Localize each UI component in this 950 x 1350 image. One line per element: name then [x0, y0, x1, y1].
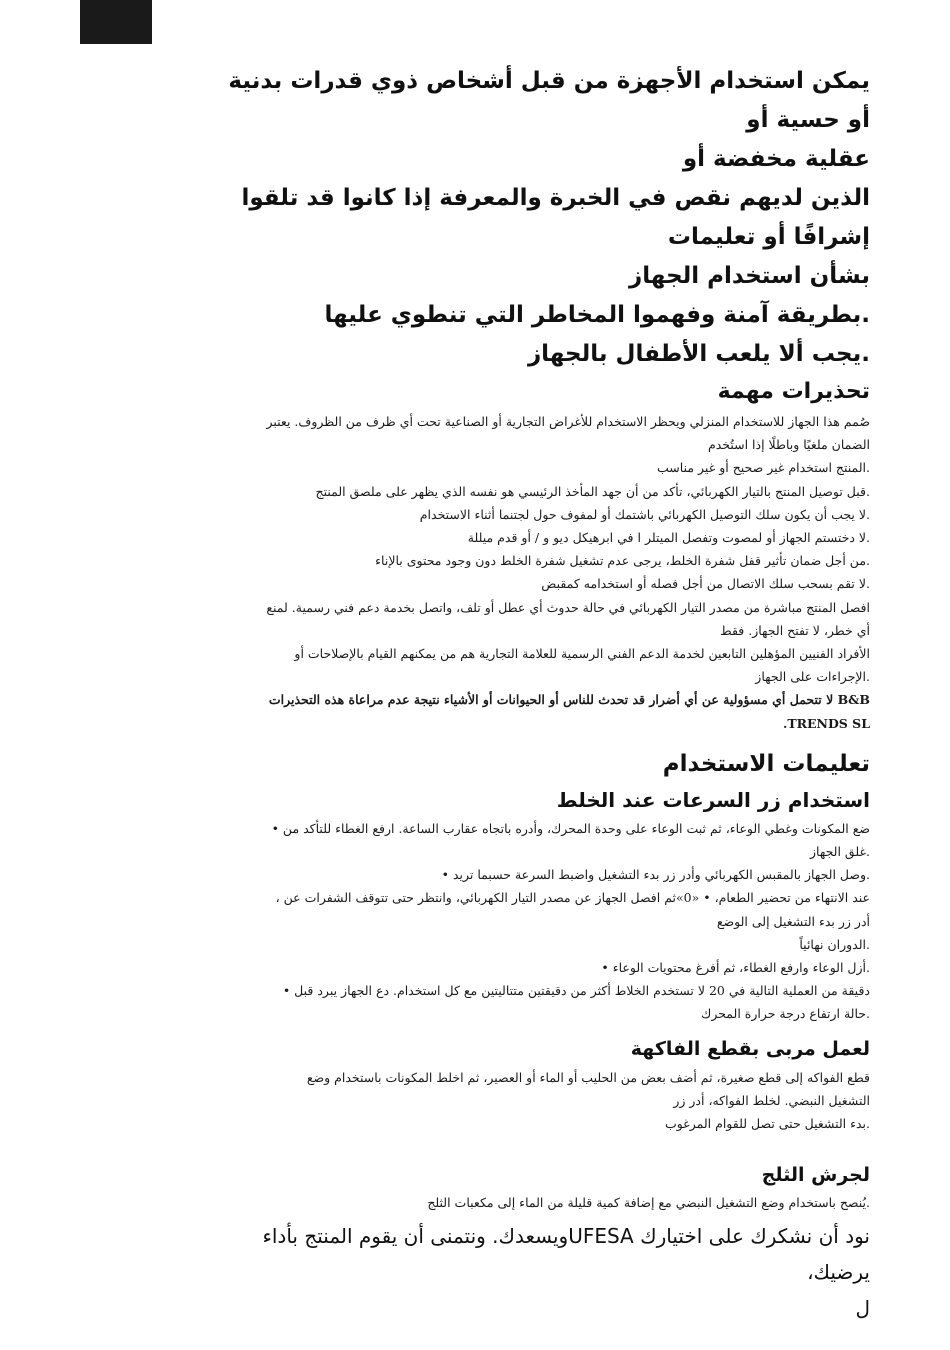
- intro-line: يمكن استخدام الأجهزة من قبل أشخاص ذوي قدرات بدنية أو حسية أو: [228, 68, 870, 133]
- speed-line: عند الانتهاء من تحضير الطعام، • «0»ثم افصل الجهاز عن مصدر التيار الكهربائي، وانتظر حتى تتوقف الشفرات عن ،: [275, 890, 870, 906]
- speed-line: .أزل الوعاء وارفع الغطاء، ثم أفرغ محتويات الوعاء •: [601, 960, 870, 976]
- warning-line: TRENDS SL.: [782, 715, 870, 731]
- closing-line: نود أن نشكرك على اختيارك UFESAويسعدك. ونتمنى أن يقوم المنتج بأداء يرضيك،: [262, 1224, 870, 1284]
- warning-line: .لا يجب أن يكون سلك التوصيل الكهربائي باشتمك أو لمفوف حول لجتنما أثناء الاستخدام: [419, 506, 870, 522]
- speed-button-body: [205, 817, 870, 1026]
- warning-line: الضمان ملغيًا وباطلًا إذا استُخدم: [707, 437, 870, 453]
- ice-crush-heading: لجرش الثلج: [761, 1164, 870, 1187]
- intro-line: بشأن استخدام الجهاز: [629, 263, 870, 289]
- speed-line: .وصل الجهاز بالمقبس الكهربائي وأدر زر بدء التشغيل واضبط السرعة حسبما تريد •: [441, 867, 870, 883]
- intro-line: عقلية مخفضة أو: [682, 146, 870, 172]
- warnings-body: [205, 410, 870, 735]
- warning-line: B&B لا تتحمل أي مسؤولية عن أي أضرار قد تحدث للناس أو الحيوانات أو الأشياء نتيجة عدم مراعاة هذه التحذيرات: [268, 692, 870, 708]
- warning-line: .الإجراءات على الجهاز: [755, 669, 870, 685]
- ice-crush-line: .يُنصح باستخدام وضع التشغيل النبضي مع إضافة كمية قليلة من الماء إلى مكعبات الثلج: [427, 1195, 870, 1211]
- intro-section: [205, 62, 870, 374]
- warning-line: .المنتج استخدام غير صحيح أو غير مناسب: [657, 460, 870, 476]
- fruit-jam-line: التشغيل النبضي. لخلط الفواكه، أدر زر: [673, 1092, 870, 1108]
- fruit-jam-line: قطع الفواكه إلى قطع صغيرة، ثم أضف بعض من الحليب أو الماء أو العصير، ثم اخلط المكونات باستخدام وضع: [306, 1069, 870, 1085]
- warning-line: .من أجل ضمان تأثير قفل شفرة الخلط، يرجى عدم تشغيل شفرة الخلط دون وجود محتوى بالإناء: [375, 553, 870, 569]
- speed-button-heading: استخدام زر السرعات عند الخلط: [556, 787, 870, 812]
- fruit-jam-heading: لعمل مربى بقطع الفاكهة: [630, 1037, 870, 1060]
- closing-message: [205, 1218, 870, 1326]
- intro-line: .بطريقة آمنة وفهموا المخاطر التي تنطوي عليها: [324, 302, 870, 328]
- speed-line: أدر زر بدء التشغيل إلى الوضع: [716, 913, 870, 929]
- fruit-jam-line: .بدء التشغيل حتى تصل للقوام المرغوب: [664, 1116, 870, 1132]
- speed-line: ضع المكونات وغطي الوعاء، ثم ثبت الوعاء على وحدة المحرك، وأدره باتجاه عقارب الساعة. ارفع الغطاء للتأكد من •: [271, 820, 870, 836]
- intro-line: .يجب ألا يلعب الأطفال بالجهاز: [527, 341, 870, 367]
- warning-line: الأفراد الفنيين المؤهلين التابعين لخدمة الدعم الفني الرسمية للعلامة التجارية هم من يمكنهم القيام بالإصلاحات أو: [294, 646, 870, 662]
- speed-line: دقيقة من العملية التالية في 20 لا تستخدم الخلاط أكثر من دقيقتين متتاليتين مع كل استخدام. دع الجهاز يبرد قبل •: [282, 983, 870, 999]
- warning-line: أي خطر، لا تفتح الجهاز. فقط: [720, 622, 870, 638]
- speed-line: .الدوران نهائياً: [799, 936, 870, 952]
- speed-line: .حالة ارتفاع درجة حرارة المحرك: [701, 1006, 870, 1022]
- page-corner-tab: [80, 0, 152, 44]
- closing-line: ل: [855, 1296, 870, 1320]
- warning-line: افصل المنتج مباشرة من مصدر التيار الكهربائي في حالة حدوث أي عطل أو تلف، واتصل بخدمة دعم فني رسمية. لمنع: [266, 599, 870, 615]
- warnings-heading: تحذيرات مهمة: [717, 379, 870, 404]
- warning-line: صُمم هذا الجهاز للاستخدام المنزلي ويحظر الاستخدام للأغراض التجارية أو الصناعية تحت أي ظرف من الظروف. يعتبر: [266, 414, 870, 429]
- manual-content: [205, 62, 870, 1214]
- speed-line: .غلق الجهاز: [809, 844, 870, 860]
- fruit-jam-body: [205, 1066, 870, 1136]
- warning-line: .لا تقم بسحب سلك الاتصال من أجل فصله أو استخدامه كمقبض: [541, 576, 870, 592]
- warning-line: .لا دختستم الجهاز أو لمصوت وتفصل الميتلر ا في ابرهيكل ديو و / أو قدم ميللة: [467, 530, 870, 546]
- usage-heading: تعليمات الاستخدام: [662, 750, 870, 777]
- intro-line: الذين لديهم نقص في الخبرة والمعرفة إذا كانوا قد تلقوا إشرافًا أو تعليمات: [241, 185, 870, 250]
- warning-line: .قبل توصيل المنتج بالتيار الكهربائي، تأكد من أن جهد المأخذ الرئيسي هو نفسه الذي يظهر على ملصق المنتج: [315, 483, 870, 499]
- ice-crush-body: [205, 1191, 870, 1214]
